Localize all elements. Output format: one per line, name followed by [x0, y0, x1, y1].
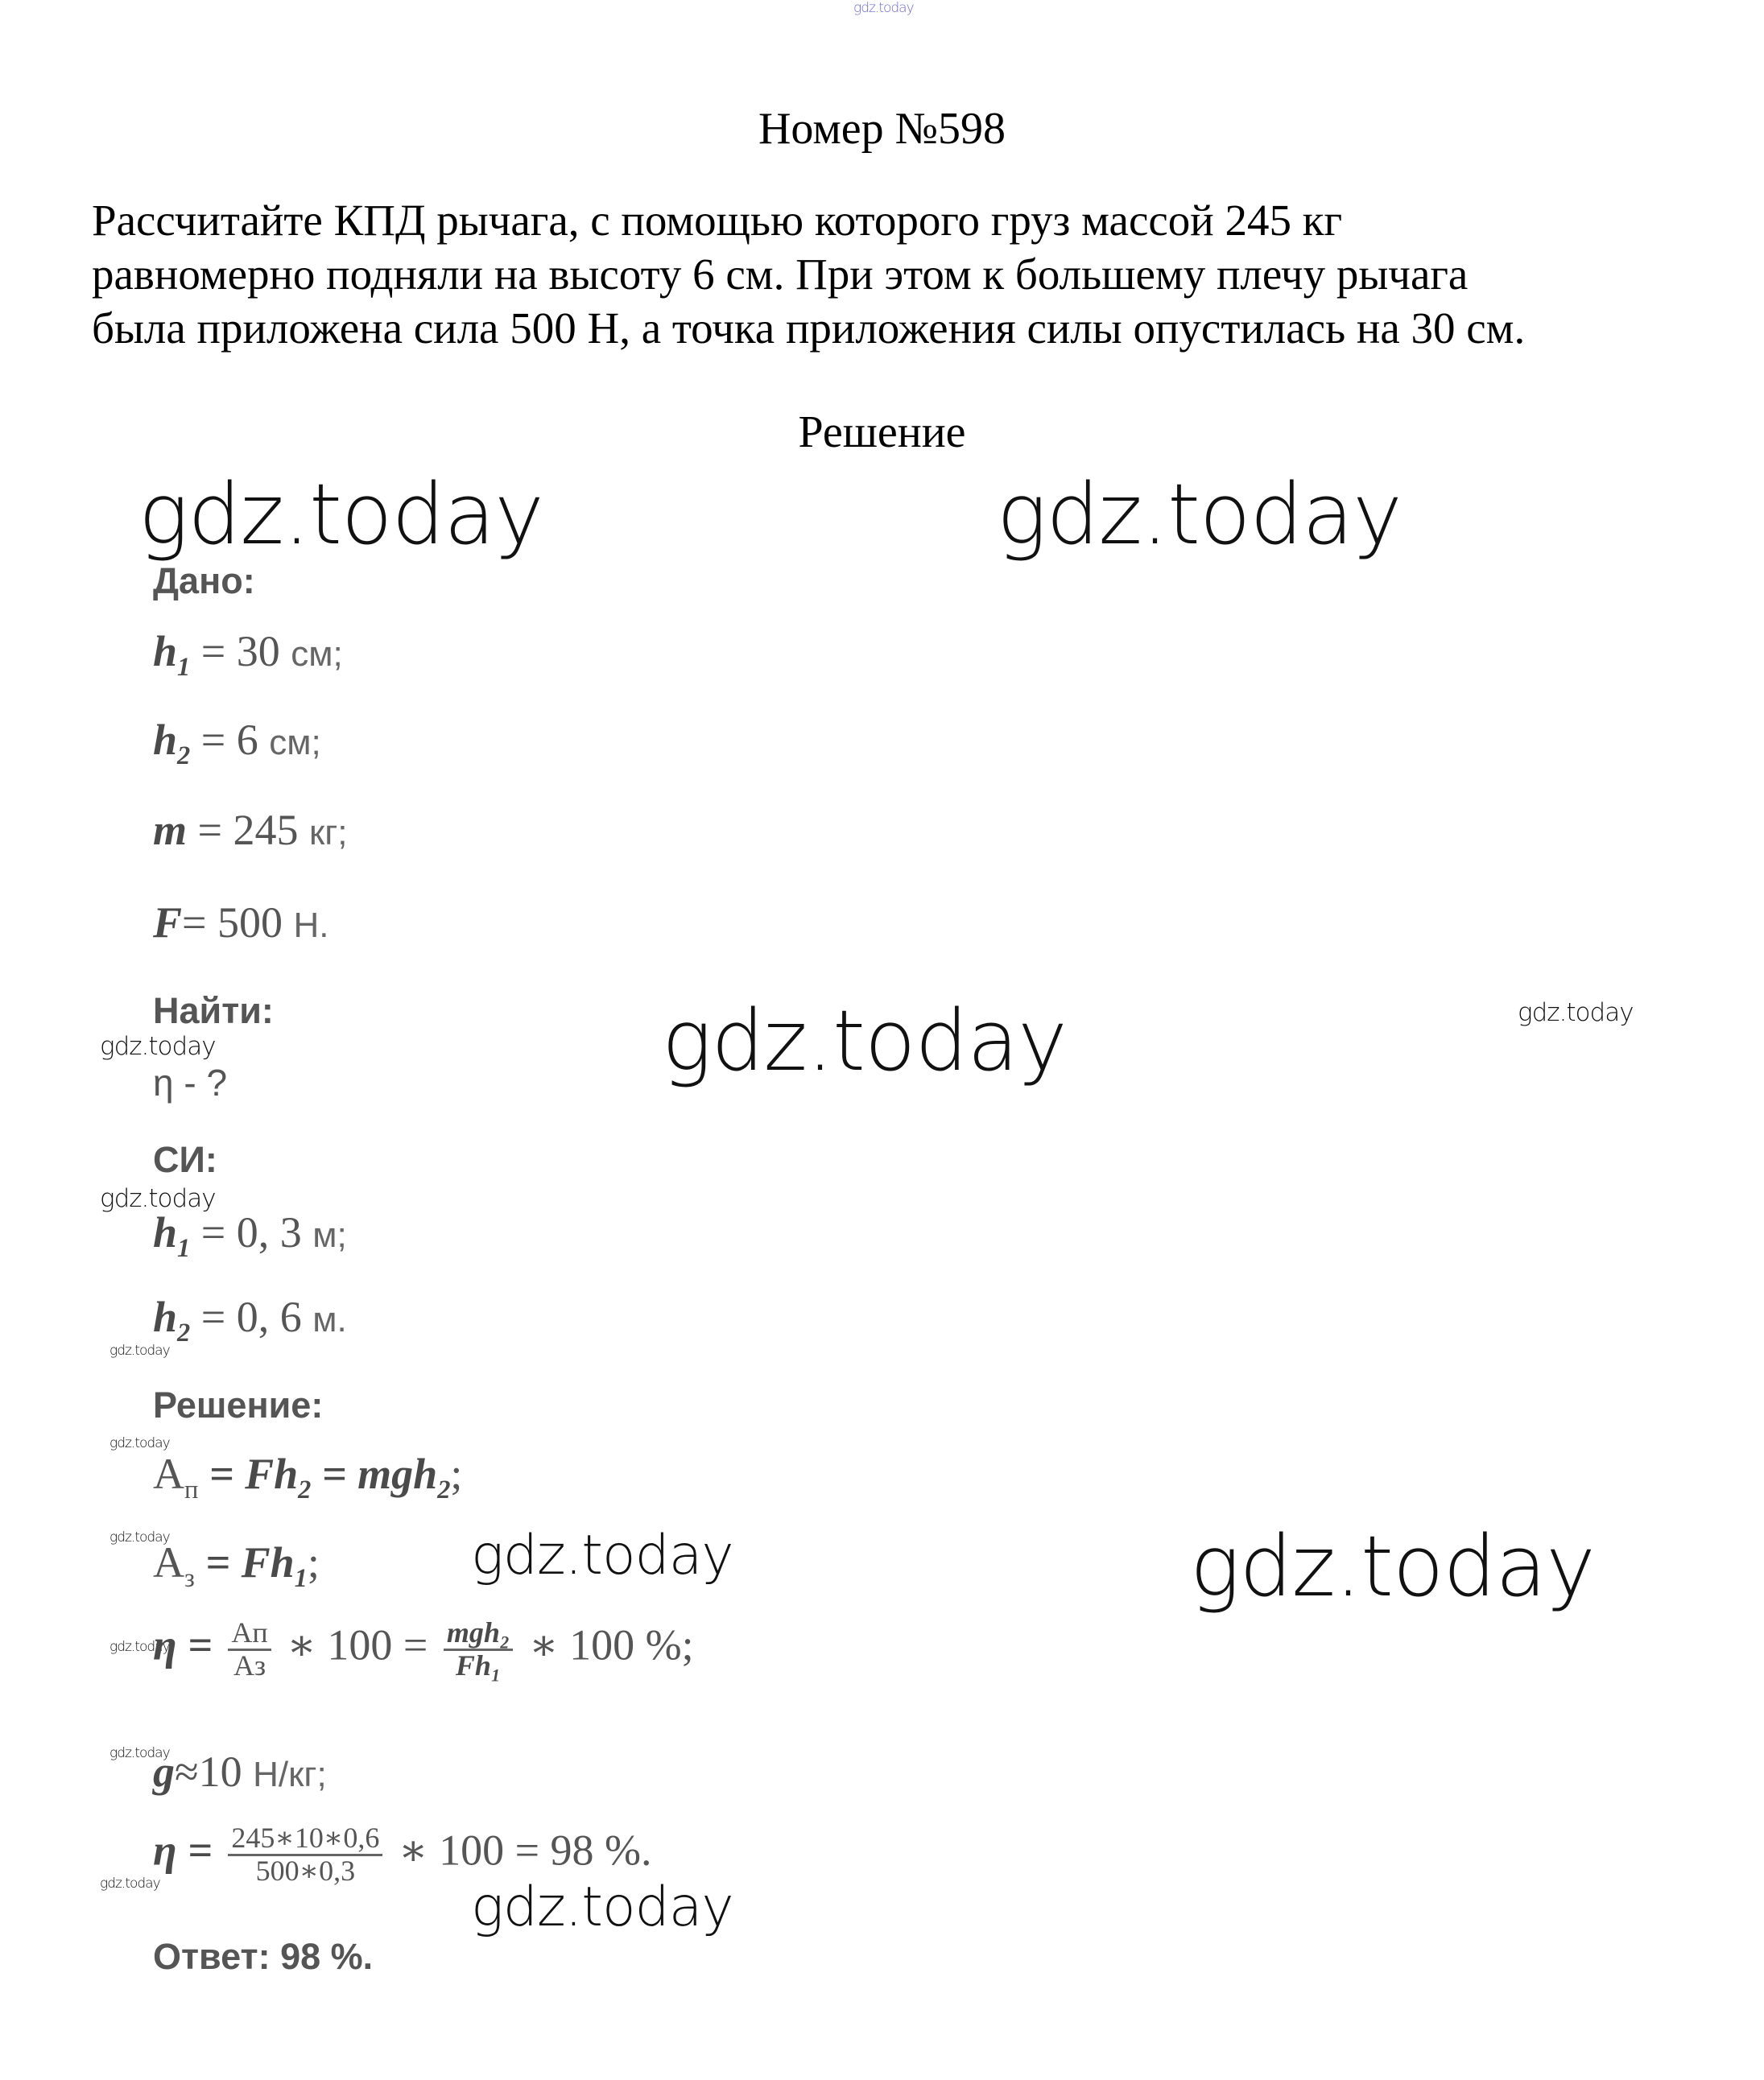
find-value: η - ?	[153, 1062, 228, 1104]
find-heading: Найти:	[153, 990, 274, 1031]
given-heading: Дано:	[153, 560, 255, 601]
formula-total-work: $A_з = Fh_1$;	[153, 1538, 320, 1593]
problem-line: равномерно подняли на высоту 6 см. При этом к большему плечу рычага	[92, 250, 1469, 299]
problem-line: была приложена сила 500 Н, а точка приложения силы опустилась на 30 см.	[92, 303, 1526, 353]
watermark: gdz.today	[109, 1745, 170, 1761]
watermark: gdz.today	[109, 1529, 170, 1546]
solution-title: Решение	[798, 407, 966, 457]
si-h2: $h_2 = 0$, 6 м.	[153, 1293, 347, 1347]
formula-g: g≈10 Н/кг;	[153, 1748, 327, 1796]
formula-useful-work: $A_п = Fh_2 = mgh_2$;	[153, 1450, 463, 1504]
watermark: gdz.today	[109, 1639, 170, 1655]
given-h1: $h_1 = 30$ см;	[153, 627, 343, 682]
fraction: $\frac{\text{mgh₂}}{\text{Fh₁}}$	[444, 1618, 514, 1682]
watermark: gdz.today	[1518, 998, 1634, 1027]
problem-line: Рассчитайте КПД рычага, с помощью которого груз массой 245 кг	[92, 196, 1342, 245]
page-title: Номер №598	[758, 104, 1006, 154]
watermark-top: gdz.today	[853, 0, 914, 16]
watermark: gdz.today	[100, 1184, 216, 1213]
watermark: gdz.today	[109, 1435, 170, 1451]
watermark: gdz.today	[109, 1343, 170, 1359]
formula-calculation: η = $\frac{245∗10∗0,6}{500∗0,3}$ ∗ 100 = 98 %.	[153, 1822, 652, 1887]
watermark: gdz.today	[100, 1876, 160, 1892]
watermark: gdz.today	[138, 465, 543, 563]
watermark: gdz.today	[997, 465, 1402, 563]
formula-efficiency: η = $\frac{Aп}{Aз}$ ∗ 100 = $\frac{\text{mgh₂}}{\text{Fh₁}}$ ∗ 100 %;	[153, 1616, 694, 1682]
watermark: gdz.today	[1190, 1517, 1595, 1616]
given-m: m = 245 кг;	[153, 806, 348, 854]
given-h2: $h_2 = 6$ см;	[153, 716, 321, 770]
watermark: gdz.today	[471, 1876, 733, 1939]
fraction: $\frac{245∗10∗0,6}{500∗0,3}$	[228, 1823, 382, 1887]
watermark: gdz.today	[471, 1524, 733, 1587]
si-heading: СИ:	[153, 1139, 217, 1180]
answer: Ответ: 98 %.	[153, 1936, 374, 1977]
si-h1: $h_1 = 0$, 3 м;	[153, 1208, 347, 1263]
solution-heading: Решение:	[153, 1385, 324, 1426]
watermark: gdz.today	[662, 992, 1067, 1090]
fraction: $\frac{Aп}{Aз}$	[228, 1618, 271, 1682]
given-F: F= 500 Н.	[153, 898, 329, 947]
problem-statement	[92, 193, 1694, 355]
watermark: gdz.today	[100, 1032, 216, 1061]
